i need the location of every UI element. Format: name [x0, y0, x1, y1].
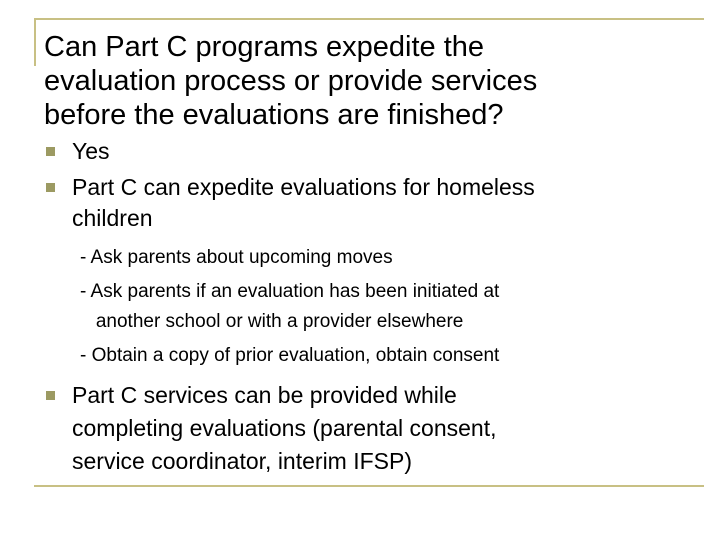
square-bullet-icon	[46, 147, 55, 156]
bullet-text: service coordinator, interim IFSP)	[72, 448, 413, 474]
sub-item: - Ask parents if an evaluation has been initiated at	[80, 281, 500, 302]
bullet-text: Yes	[72, 138, 110, 164]
sub-item: - Obtain a copy of prior evaluation, obtain consent	[80, 345, 500, 366]
square-bullet-icon	[46, 391, 55, 400]
bullet-text: Part C can expedite evaluations for homeless	[72, 174, 535, 200]
top-rule	[34, 18, 704, 20]
bullet-text: completing evaluations (parental consent,	[72, 415, 497, 441]
bullet-text: children	[72, 205, 153, 231]
sub-item: - Ask parents about upcoming moves	[80, 247, 393, 268]
left-rule	[34, 18, 36, 66]
slide-title	[44, 30, 684, 132]
title-line: before the evaluations are finished?	[44, 99, 504, 131]
square-bullet-icon	[46, 183, 55, 192]
sub-item: another school or with a provider elsewhere	[80, 311, 464, 332]
title-line: Can Part C programs expedite the	[44, 31, 485, 63]
title-line: evaluation process or provide services	[44, 65, 538, 97]
bottom-rule	[34, 485, 704, 487]
bullet-text: Part C services can be provided while	[72, 382, 457, 408]
